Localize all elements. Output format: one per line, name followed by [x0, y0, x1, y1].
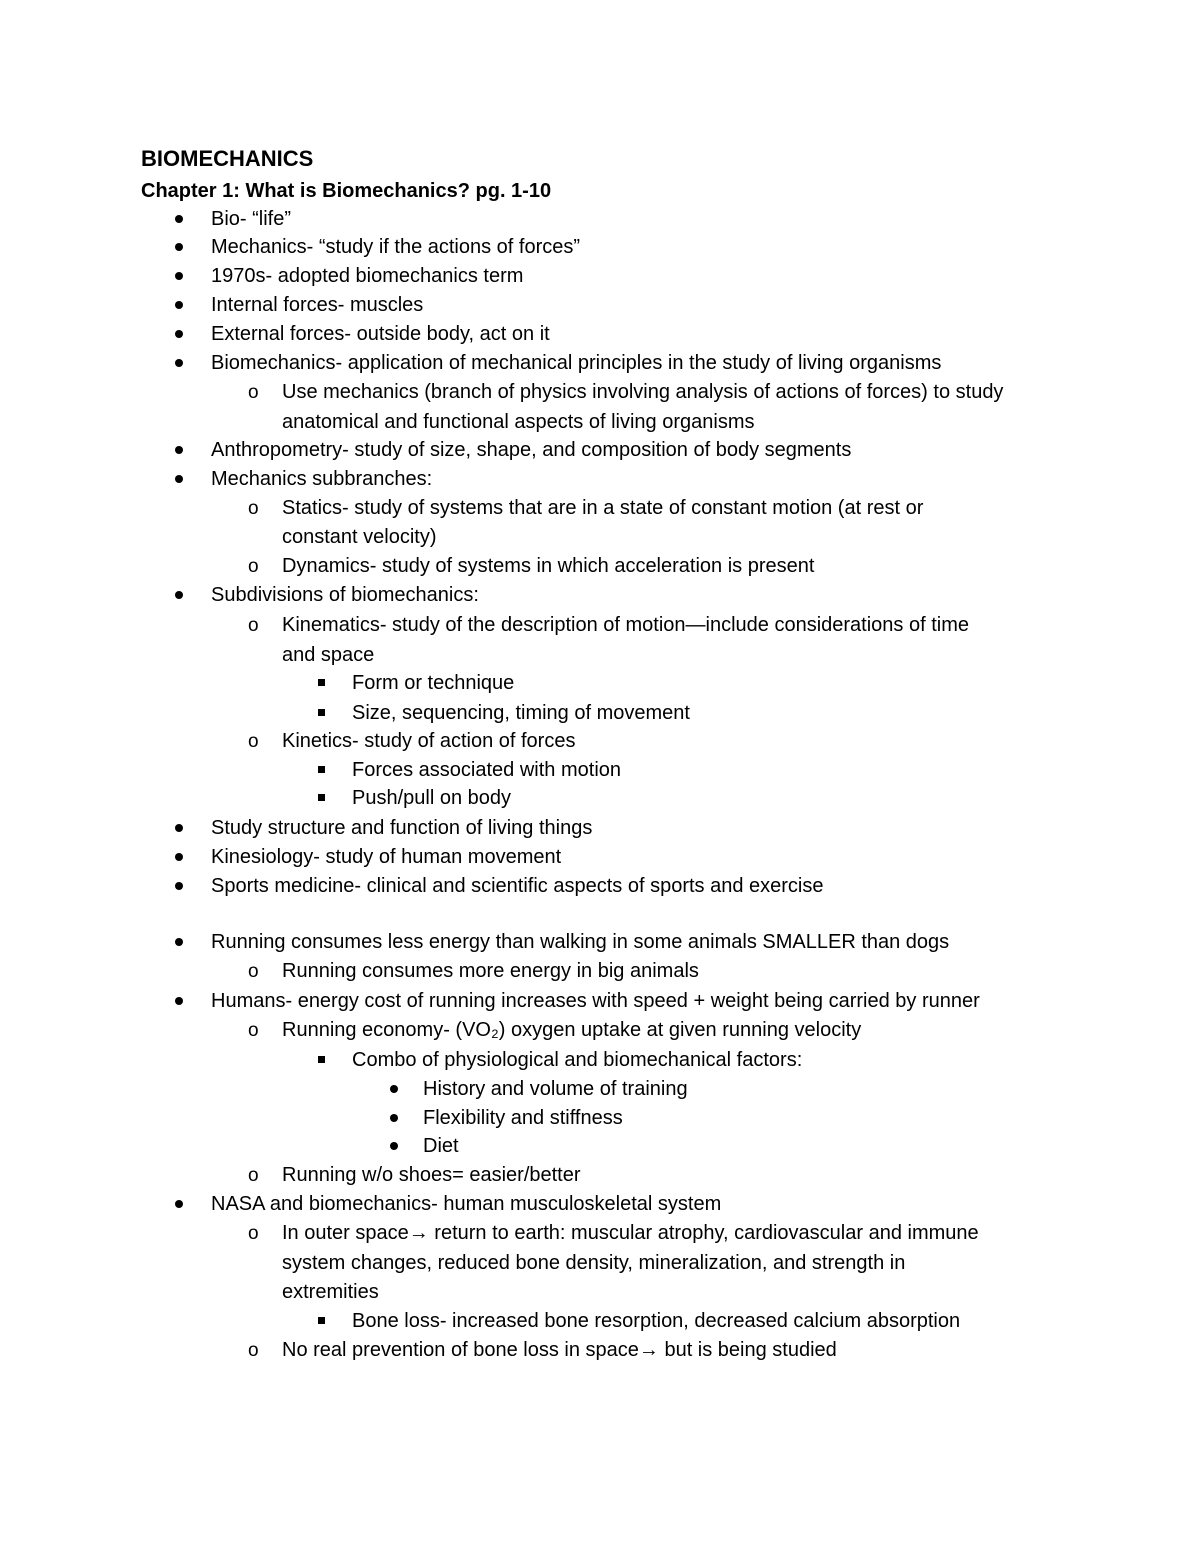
bullet-dot-icon — [175, 359, 183, 367]
document-title: BIOMECHANICS — [141, 146, 314, 171]
list-item: Statics- study of systems that are in a state of constant motion (at rest or — [282, 497, 924, 519]
list-item: Running w/o shoes= easier/better — [282, 1164, 581, 1186]
list-item: Mechanics- “study if the actions of forces” — [211, 236, 581, 258]
list-item: Study structure and function of living things — [211, 817, 593, 839]
list-item: Internal forces- muscles — [211, 294, 424, 316]
bullet-circle-icon: o — [248, 556, 259, 577]
bullet-circle-icon: o — [248, 1165, 259, 1186]
list-item: Running consumes more energy in big animals — [282, 960, 699, 982]
list-item: Subdivisions of biomechanics: — [211, 584, 479, 606]
bullet-dot-icon — [175, 330, 183, 338]
bullet-dot-icon — [175, 1200, 183, 1208]
list-item: In outer space→ return to earth: muscular atrophy, cardiovascular and immune — [282, 1222, 979, 1244]
bullet-dot-icon — [175, 591, 183, 599]
bullet-dot-icon — [175, 446, 183, 454]
list-item: Push/pull on body — [352, 787, 512, 809]
list-item: Running consumes less energy than walking in some animals SMALLER than dogs — [211, 931, 950, 953]
list-item: Bone loss- increased bone resorption, decreased calcium absorption — [352, 1310, 961, 1332]
list-item: anatomical and functional aspects of living organisms — [282, 411, 755, 433]
bullet-circle-icon: o — [248, 1340, 259, 1361]
list-item: Use mechanics (branch of physics involving analysis of actions of forces) to study — [282, 381, 1004, 403]
list-item: Anthropometry- study of size, shape, and composition of body segments — [211, 439, 852, 461]
bullet-dot-icon — [175, 882, 183, 890]
chapter-heading: Chapter 1: What is Biomechanics? pg. 1-10 — [141, 180, 552, 202]
list-item: Biomechanics- application of mechanical principles in the study of living organisms — [211, 352, 942, 374]
bullet-dot-icon — [390, 1142, 398, 1150]
list-item: Running economy- (VO₂) oxygen uptake at given running velocity — [282, 1019, 862, 1041]
list-item: Bio- “life” — [211, 208, 292, 230]
bullet-dot-icon — [175, 475, 183, 483]
bullet-dot-icon — [390, 1114, 398, 1122]
bullet-circle-icon: o — [248, 1020, 259, 1041]
list-item: Dynamics- study of systems in which acceleration is present — [282, 555, 815, 577]
list-item: Diet — [423, 1135, 459, 1157]
list-item: NASA and biomechanics- human musculoskeletal system — [211, 1193, 722, 1215]
bullet-dot-icon — [175, 272, 183, 280]
list-item: Humans- energy cost of running increases with speed + weight being carried by runner — [211, 990, 980, 1012]
bullet-circle-icon: o — [248, 382, 259, 403]
list-item: Kinesiology- study of human movement — [211, 846, 562, 868]
list-item: Flexibility and stiffness — [423, 1107, 623, 1129]
list-item: Size, sequencing, timing of movement — [352, 702, 690, 724]
bullet-dot-icon — [175, 997, 183, 1005]
bullet-dot-icon — [175, 215, 183, 223]
list-item: Sports medicine- clinical and scientific aspects of sports and exercise — [211, 875, 824, 897]
bullet-square-icon — [318, 709, 325, 716]
list-item: Mechanics subbranches: — [211, 468, 433, 490]
list-item: Kinetics- study of action of forces — [282, 730, 576, 752]
bullet-dot-icon — [175, 301, 183, 309]
list-item: Kinematics- study of the description of motion—include considerations of time — [282, 614, 970, 636]
bullet-dot-icon — [390, 1085, 398, 1093]
bullet-square-icon — [318, 679, 325, 686]
bullet-square-icon — [318, 1056, 325, 1063]
list-item: system changes, reduced bone density, mineralization, and strength in — [282, 1252, 906, 1274]
bullet-circle-icon: o — [248, 961, 259, 982]
bullet-circle-icon: o — [248, 731, 259, 752]
bullet-dot-icon — [175, 853, 183, 861]
bullet-circle-icon: o — [248, 615, 259, 636]
list-item: Forces associated with motion — [352, 759, 622, 781]
bullet-circle-icon: o — [248, 1223, 259, 1244]
list-item: Form or technique — [352, 672, 515, 694]
list-item: and space — [282, 644, 375, 666]
list-item: constant velocity) — [282, 526, 437, 548]
bullet-dot-icon — [175, 243, 183, 251]
list-item: 1970s- adopted biomechanics term — [211, 265, 524, 287]
bullet-square-icon — [318, 1317, 325, 1324]
bullet-circle-icon: o — [248, 498, 259, 519]
bullet-square-icon — [318, 794, 325, 801]
bullet-dot-icon — [175, 938, 183, 946]
list-item: External forces- outside body, act on it — [211, 323, 550, 345]
bullet-square-icon — [318, 766, 325, 773]
list-item: No real prevention of bone loss in space→ but is being studied — [282, 1339, 837, 1361]
list-item: Combo of physiological and biomechanical factors: — [352, 1049, 803, 1071]
list-item: History and volume of training — [423, 1078, 688, 1100]
bullet-dot-icon — [175, 824, 183, 832]
list-item: extremities — [282, 1281, 379, 1303]
